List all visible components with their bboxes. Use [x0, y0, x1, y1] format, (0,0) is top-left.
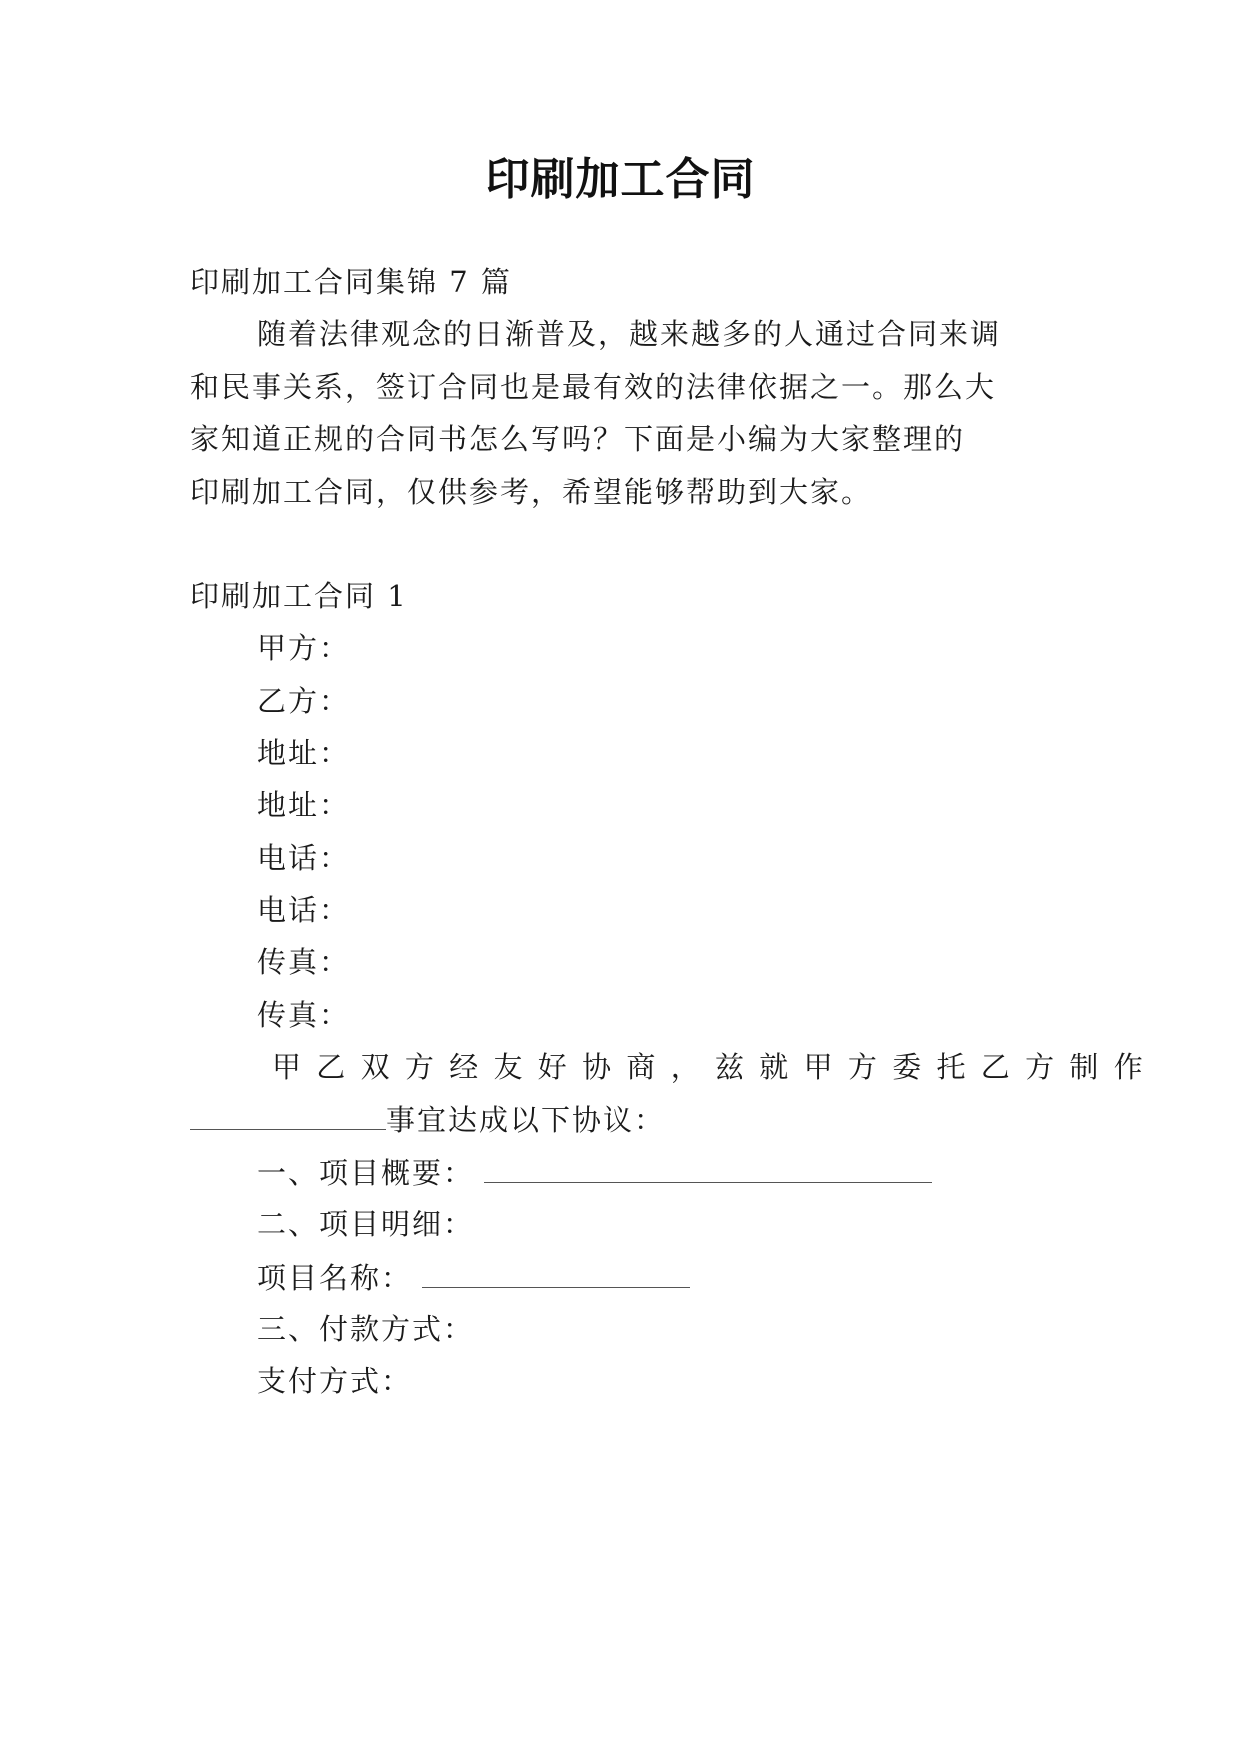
fax-field-a: 传真： [257, 945, 351, 979]
agreement-line-1: 甲乙双方经友好协商，兹就甲方委托乙方制作 [272, 1050, 1159, 1084]
payment-method-label: 支付方式： [257, 1364, 413, 1398]
agreement-line-2-text: 事宜达成以下协议： [386, 1103, 666, 1137]
collection-heading: 印刷加工合同集锦 7 篇 [190, 265, 512, 299]
project-name-blank [422, 1257, 690, 1288]
project-summary-blank [484, 1152, 932, 1183]
item-2-label: 二、项目明细： [257, 1207, 475, 1241]
phone-field-b: 电话： [257, 893, 351, 927]
intro-line-1: 随着法律观念的日渐普及，越来越多的人通过合同来调 [257, 317, 1002, 351]
address-field-a: 地址： [257, 736, 351, 770]
fax-field-b: 传真： [257, 998, 351, 1032]
address-field-b: 地址： [257, 788, 351, 822]
work-subject-blank [190, 1099, 386, 1130]
agreement-line-2 [190, 1099, 665, 1140]
contract-1-heading: 印刷加工合同 1 [190, 579, 408, 613]
document-title: 印刷加工合同 [485, 154, 756, 205]
item-1-label: 一、项目概要： [257, 1156, 475, 1190]
intro-line-4: 印刷加工合同，仅供参考，希望能够帮助到大家。 [190, 475, 873, 509]
project-name-row [257, 1257, 690, 1298]
party-b-field: 乙方： [257, 684, 351, 718]
item-3-label: 三、付款方式： [257, 1312, 475, 1346]
intro-line-3: 家知道正规的合同书怎么写吗？下面是小编为大家整理的 [190, 422, 966, 456]
item-1-row [257, 1152, 932, 1193]
intro-line-2: 和民事关系，签订合同也是最有效的法律依据之一。那么大 [190, 370, 997, 404]
party-a-field: 甲方： [257, 631, 351, 665]
project-name-label: 项目名称： [257, 1261, 413, 1295]
phone-field-a: 电话： [257, 841, 351, 875]
